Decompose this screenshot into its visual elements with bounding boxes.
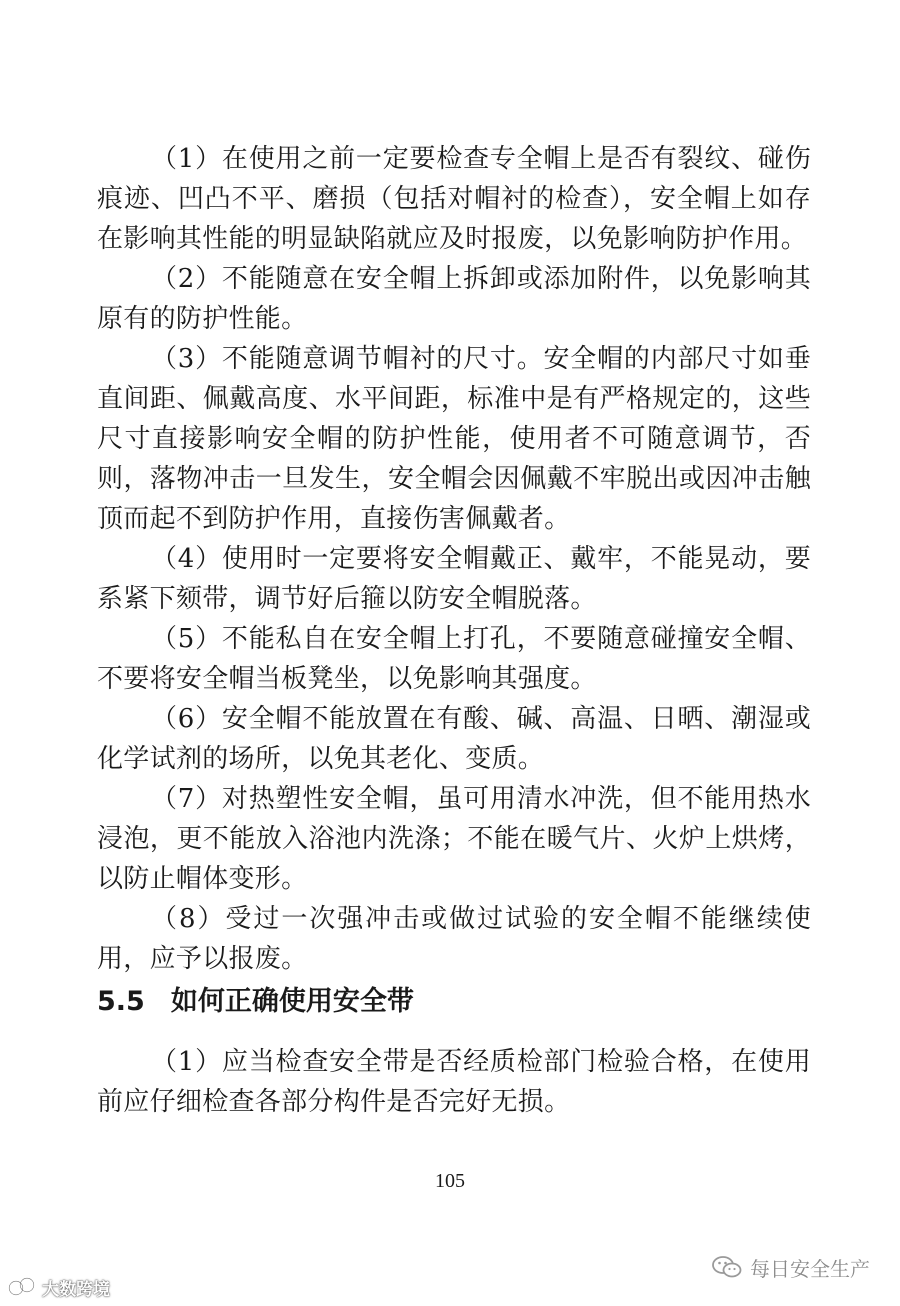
brand-logo-icon [8, 1276, 38, 1298]
paragraph-2: （2）不能随意在安全帽上拆卸或添加附件，以免影响其原有的防护性能。 [97, 264, 811, 334]
wechat-icon [712, 1255, 742, 1279]
section-heading [97, 980, 811, 1024]
section-number: 5.5 [97, 986, 145, 1017]
paragraph-5: （5）不能私自在安全帽上打孔，不要随意碰撞安全帽、不要将安全帽当板凳坐，以免影响其强度。 [97, 624, 811, 694]
paragraph-1: （1）在使用之前一定要检查专全帽上是否有裂纹、碰伤痕迹、凹凸不平、磨损（包括对帽衬的检查），安全帽上如存在影响其性能的明显缺陷就应及时报废，以免影响防护作用。 [97, 144, 811, 254]
paragraph-7: （7）对热塑性安全帽，虽可用清水冲洗，但不能用热水浸泡，更不能放入浴池内洗涤；不能在暖气片、火炉上烘烤，以防止帽体变形。 [97, 784, 811, 894]
brand-name: 大数跨境 [42, 1279, 110, 1300]
brand-watermark [8, 1274, 110, 1300]
paragraph-3: （3）不能随意调节帽衬的尺寸。安全帽的内部尺寸如垂直间距、佩戴高度、水平间距，标准中是有严格规定的，这些尺寸直接影响安全帽的防护性能，使用者不可随意调节，否则，落物冲击一旦发生，安全帽会因佩戴不牢脱出或因冲击触顶而起不到防护作用，直接伤害佩戴者。 [97, 344, 811, 534]
section-paragraph-1: （1）应当检查安全带是否经质检部门检验合格，在使用前应仔细检查各部分构件是否完好无损。 [97, 1047, 811, 1117]
paragraph-6: （6）安全帽不能放置在有酸、碱、高温、日晒、潮湿或化学试剂的场所，以免其老化、变质。 [97, 704, 811, 774]
page-number: 105 [435, 1170, 465, 1192]
paragraph-4: （4）使用时一定要将安全帽戴正、戴牢，不能晃动，要系紧下颏带，调节好后箍以防安全帽脱落。 [97, 544, 811, 614]
body-text [97, 139, 811, 979]
section-title: 如何正确使用安全带 [170, 986, 414, 1017]
wechat-account-name: 每日安全生产 [750, 1256, 870, 1281]
section-body-text [97, 1042, 811, 1122]
paragraph-8: （8）受过一次强冲击或做过试验的安全帽不能继续使用，应予以报废。 [97, 904, 811, 974]
wechat-watermark [712, 1252, 870, 1282]
